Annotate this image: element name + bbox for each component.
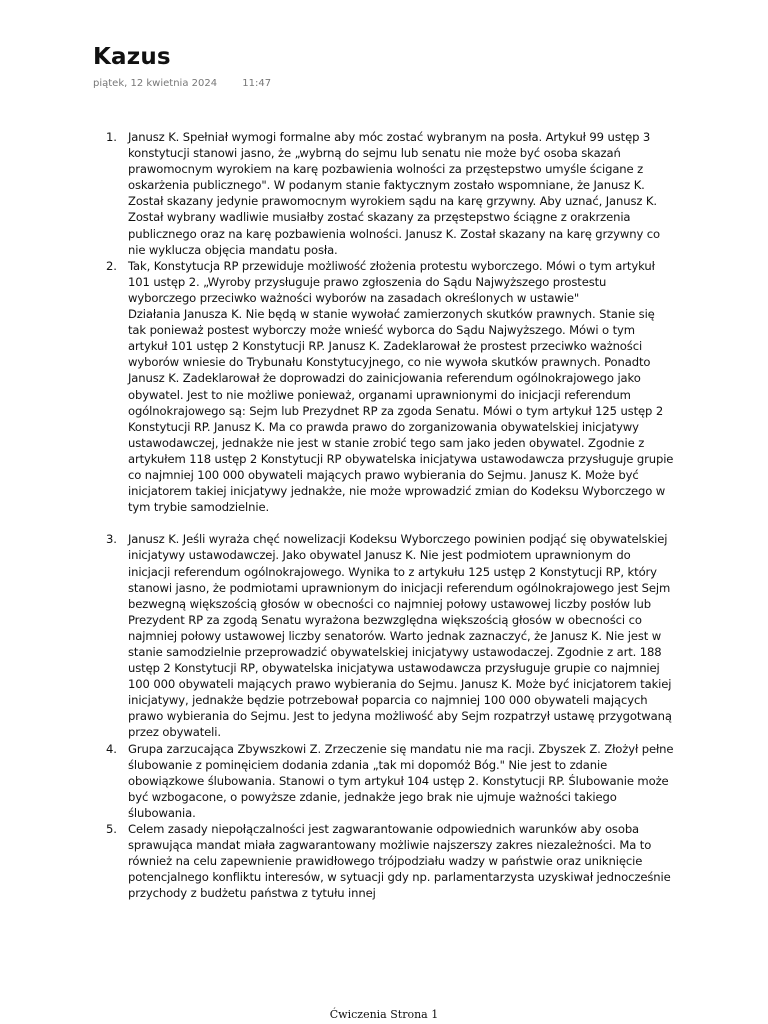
- list-item: [106, 741, 674, 821]
- list-item: [106, 821, 674, 901]
- note-metadata: [93, 78, 271, 89]
- page-footer: Ćwiczenia Strona 1: [329, 1008, 439, 1021]
- list-item-number: 2.: [106, 258, 117, 273]
- paragraph-spacer: [128, 515, 674, 531]
- note-date: piątek, 12 kwietnia 2024: [93, 78, 218, 89]
- list-item-number: 5.: [106, 822, 117, 837]
- list-item-paragraph: Janusz K. Spełniał wymogi formalne aby móc zostać wybranym na posła. Artykuł 99 ustęp 3 konstytucji stanowi jasno, że „wybrną do sejmu lub senatu nie może być osoba skazań prawomocnym wyrokiem na karę pozbawienia wolności za przęstepstwo umyśle ścigane z oskarżenia publicznego". W podanym stanie faktycznym zostało wspomniane, że Janusz K. Został skazany jedynie prawomocnym wyrokiem sądu na karę grzywny. Aby uznać, Janusz K. Został wybrany wadliwie musiałby zostać skazany za przęstepstwo ściągne z orakrzenia publicznego oraz na karę pozbawienia wolności. Janusz K. Został skazany na karę grzywny co nie wyklucza objęcia mandatu posła.: [128, 130, 661, 257]
- list-item-number: 4.: [106, 741, 117, 756]
- list-item-number: 3.: [106, 532, 117, 547]
- list-item-number: 1.: [106, 130, 117, 144]
- list-item: [106, 531, 674, 740]
- list-item-paragraph: Celem zasady niepołączalności jest zagwarantowanie odpowiednich warunków aby osoba sprawująca mandat miała zagwarantowany możliwie najszerszy zakres niezależności. Ma to również na celu zapewnienie prawidłowego trójpodziału wadzy w państwie oraz uniknięcie potencjalnego konfliktu interesów, w sytuacji gdy np. parlamentarzysta uzyskiwał jednocześnie przychody z budżetu państwa z tytułu innej: [128, 822, 671, 901]
- list-item: [106, 129, 674, 258]
- list-item: [106, 258, 674, 532]
- list-item-paragraph: Tak, Konstytucja RP przewiduje możliwość złożenia protestu wyborczego. Mówi o tym artykuł 101 ustęp 2. „Wyroby przysługuje prawo zgłoszenia do Sądu Najwyższego prostestu wyborczego przeciwko ważności wyborów na zasadach określonych w ustawie": [128, 258, 655, 305]
- list-item-paragraph: Grupa zarzucająca Zbywszkowi Z. Zrzeczenie się mandatu nie ma racji. Zbyszek Z. Złożył pełne ślubowanie z pominęiciem dodania zdania „tak mi dopomóż Bóg." Nie jest to zdanie obowiązkowe ślubowania. Stanowi o tym artykuł 104 ustęp 2. Konstytucji RP. Ślubowanie może być wzbogacone, o powyższe zdanie, jednakże jego brak nie ujmuje ważności takiego ślubowania.: [128, 741, 674, 820]
- page-title: Kazus: [93, 44, 171, 70]
- list-item-paragraph: Działania Janusza K. Nie będą w stanie wywołać zamierzonych skutków prawnych. Stanie się tak ponieważ postest wyborczy może wnieść wyborca do Sądu Najwyższego. Mówi o tym artykuł 101 ustęp 2 Konstytucji RP. Janusz K. Zadeklarował że prostest przeciwko ważności wyborów wniesie do Trybunału Konstytucyjnego, co nie wywoła skutków prawnych. Ponadto Janusz K. Zadeklarował że doprowadzi do zainicjowania referendum ogólnokrajowego jako obywatel. Jest to nie możliwe ponieważ, organami uprawnionymi do inicjacji referendum ogólnokrajowego są: Sejm lub Prezydnet RP za zgoda Senatu. Mówi o tym artykuł 125 ustęp 2 Konstytucji RP. Janusz K. Ma co prawda prawo do zorganizowania obywatelskiej inicjatywy ustawodawczej, jednakże nie jest w stanie zrobić tego sam jako jeden obywatel. Zgodnie z artykułem 118 ustęp 2 Konstytucji RP obywatelska inicjatywa ustawodawcza przysługuje grupie co najmniej 100 000 obywateli mających prawo wybierania do Sejmu. Janusz K. Może być inicjatorem takiej inicjatywy jednakże, nie może wprowadzić zmian do Kodeksu Wyborczego w tym trybie samodzielnie.: [128, 307, 674, 515]
- note-time: 11:47: [242, 78, 272, 89]
- answer-list: [106, 129, 674, 902]
- list-item-paragraph: Janusz K. Jeśli wyraża chęć nowelizacji Kodeksu Wyborczego powinien podjąć się obywatelskiej inicjatywy ustawodawczej. Jako obywatel Janusz K. Nie jest podmiotem uprawnionym do inicjacji referendum ogólnokrajowego. Wynika to z artykułu 125 ustęp 2 Konstytucji RP, który stanowi jasno, że podmiotami uprawnionym do inicjacji referendum ogólnokrajowego jest Sejm bezwegną większością głosów w obecności co najmniej połowy ustawowej liczby posłów lub Prezydent RP za zgodą Senatu wyrażona bezwzględna większością głosów w obecności co najmniej połowy ustawowej liczby senatorów. Warto jednak zaznaczyć, że Janusz K. Nie jest w stanie samodzielnie przeprowadzić obywatelskiej inicjatywy ustawodaczej. Zgodnie z art. 188 ustęp 2 Konstytucji RP, obywatelska inicjatywa ustawodawcza przysługuje grupie co najmniej 100 000 obywateli mających prawo wybierania do Sejmu. Janusz K. Może być inicjatorem takiej inicjatywy, jednakże będzie potrzebował poparcia co najmniej 100 000 obywateli mających prawo wybierania do Sejmu. Jest to jedyna możliwość aby Sejm rozpatrzył ustawę przygotwaną przez obywateli.: [128, 532, 672, 740]
